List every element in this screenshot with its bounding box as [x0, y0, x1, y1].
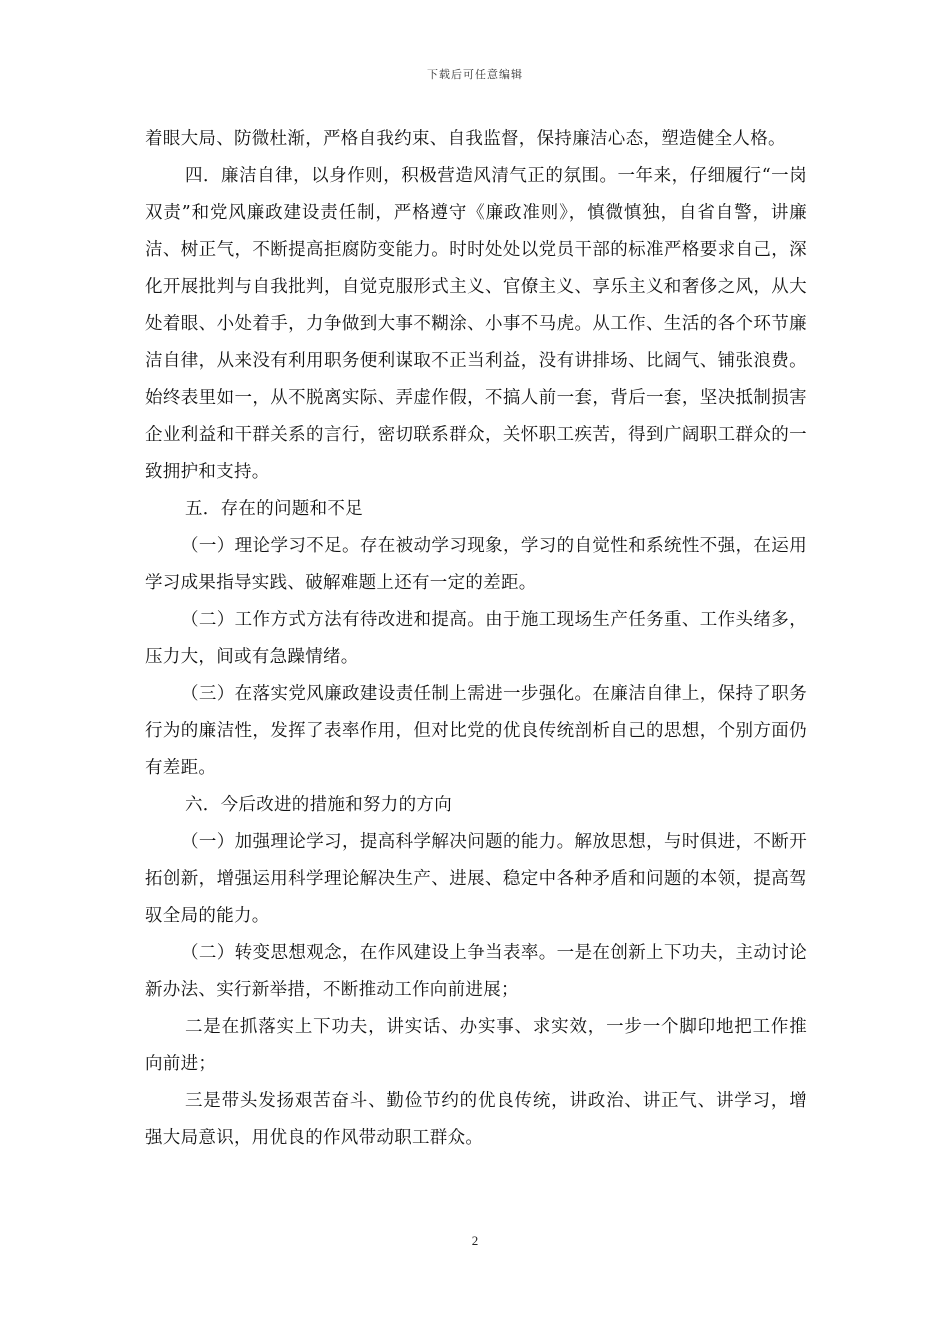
heading-section-6: 六．今后改进的措施和努力的方向: [185, 795, 452, 815]
paragraph-continuation: 着眼大局、防微杜渐，严格自我约束、自我监督，保持廉洁心态，塑造健全人格。: [145, 129, 786, 149]
page-number: 2: [471, 1233, 479, 1248]
paragraph-6-2: （二）转变思想观念，在作风建设上争当表率。一是在创新上下功夫，主动讨论新办法、实行新举措，不断推动工作向前进展；: [145, 943, 807, 1000]
paragraph-5-2: （二）工作方式方法有待改进和提高。由于施工现场生产任务重、工作头绪多，压力大，间或有急躁情绪。: [145, 610, 807, 667]
paragraph-5-1: （一）理论学习不足。存在被动学习现象，学习的自觉性和系统性不强，在运用学习成果指导实践、破解难题上还有一定的差距。: [145, 536, 807, 593]
paragraph-6-1: （一）加强理论学习，提高科学解决问题的能力。解放思想，与时俱进，不断开拓创新，增强运用科学理论解决生产、进展、稳定中各种矛盾和问题的本领，提高驾驭全局的能力。: [145, 832, 807, 926]
page-header: 下载后可任意编辑: [427, 68, 523, 81]
paragraph-6-2-c: 三是带头发扬艰苦奋斗、勤俭节约的优良传统，讲政治、讲正气、讲学习，增强大局意识，用优良的作风带动职工群众。: [145, 1091, 807, 1148]
paragraph-5-3: （三）在落实党风廉政建设责任制上需进一步强化。在廉洁自律上，保持了职务行为的廉洁性，发挥了表率作用，但对比党的优良传统剖析自己的思想，个别方面仍有差距。: [145, 684, 807, 778]
heading-section-5: 五．存在的问题和不足: [185, 499, 363, 519]
document-body: [145, 121, 807, 1157]
paragraph-section-4: 四．廉洁自律，以身作则，积极营造风清气正的氛围。一年来，仔细履行“一岗双责”和党风廉政建设责任制，严格遵守《廉政准则》，慎微慎独，自省自警，讲廉洁、树正气，不断提高拒腐防变能力。时时处处以党员干部的标准严格要求自己，深化开展批判与自我批判，自觉克服形式主义、官僚主义、享乐主义和奢侈之风，从大处着眼、小处着手，力争做到大事不糊涂、小事不马虎。从工作、生活的各个环节廉洁自律，从来没有利用职务便利谋取不正当利益，没有讲排场、比阔气、铺张浪费。始终表里如一，从不脱离实际、弄虚作假，不搞人前一套，背后一套，坚决抵制损害企业利益和干群关系的言行，密切联系群众，关怀职工疾苦，得到广阔职工群众的一致拥护和支持。: [145, 166, 807, 482]
paragraph-6-2-b: 二是在抓落实上下功夫，讲实话、办实事、求实效，一步一个脚印地把工作推向前进；: [145, 1017, 807, 1074]
